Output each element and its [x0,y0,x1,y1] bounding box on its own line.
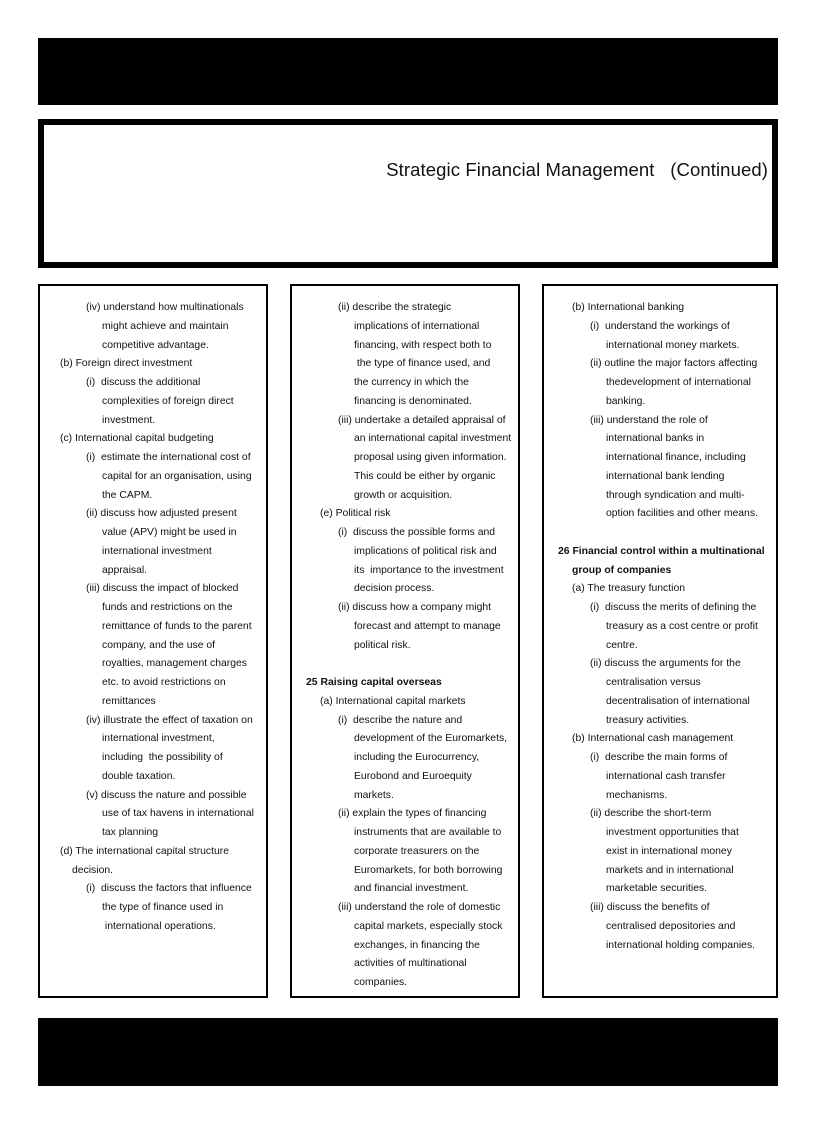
syllabus-line: forecast and attempt to manage [354,621,501,632]
syllabus-line: centralised depositories and [606,921,736,932]
syllabus-line: (iv) illustrate the effect of taxation on [86,715,253,726]
syllabus-line: competitive advantage. [102,340,209,351]
syllabus-line: international investment, [102,733,215,744]
syllabus-line: might achieve and maintain [102,321,229,332]
syllabus-line: decision. [72,865,114,876]
syllabus-line: instruments that are available to [354,827,502,838]
syllabus-line: double taxation. [102,771,176,782]
syllabus-line: the type of finance used, and [354,358,491,369]
syllabus-line: mechanisms. [606,790,668,801]
syllabus-line: (iv) understand how multinationals [86,302,244,313]
syllabus-line: international finance, including [606,452,746,463]
syllabus-line: (ii) outline the major factors affecting [590,358,758,369]
syllabus-line: group of companies [572,565,672,576]
syllabus-line: development of the Euromarkets, [354,733,508,744]
syllabus-line: implications of international [354,321,480,332]
title-box [38,119,778,268]
syllabus-line: its importance to the investment [354,565,504,576]
syllabus-line: international banks in [606,433,705,444]
syllabus-line: the CAPM. [102,490,153,501]
syllabus-line: use of tax havens in international [102,808,254,819]
syllabus-line: value (APV) might be used in [102,527,237,538]
syllabus-line: royalties, management charges [102,658,247,669]
syllabus-line: exchanges, in financing the [354,940,480,951]
syllabus-line: etc. to avoid restrictions on [102,677,226,688]
syllabus-line: centre. [606,640,638,651]
syllabus-line: international investment [102,546,212,557]
syllabus-line: remittances [102,696,156,707]
syllabus-line: (i) discuss the possible forms and [338,527,496,538]
syllabus-line: (v) discuss the nature and possible [86,790,247,801]
syllabus-line: funds and restrictions on the [102,602,233,613]
syllabus-line: (ii) describe the strategic [338,302,452,313]
syllabus-line: company, and the use of [102,640,216,651]
syllabus-line: exist in international money [606,846,732,857]
syllabus-line: international cash transfer [606,771,726,782]
syllabus-line: (b) International banking [572,302,685,313]
syllabus-line: appraisal. [102,565,148,576]
syllabus-line: decentralisation of international [606,696,750,707]
syllabus-line: (i) describe the main forms of [590,752,728,763]
syllabus-line: (d) The international capital structure [60,846,230,857]
syllabus-line: including the Eurocurrency, [354,752,480,763]
syllabus-line: international bank lending [606,471,725,482]
syllabus-line: (i) understand the workings of [590,321,730,332]
syllabus-line: (ii) discuss the arguments for the [590,658,741,669]
syllabus-line: (ii) discuss how a company might [338,602,492,613]
syllabus-line: decision process. [354,583,435,594]
syllabus-line: (c) International capital budgeting [60,433,214,444]
syllabus-line: treasury as a cost centre or profit [606,621,758,632]
syllabus-line: 25 Raising capital overseas [306,677,442,688]
column-left [38,284,268,998]
syllabus-line: Eurobond and Euroequity [354,771,472,782]
syllabus-line: activities of multinational [354,958,467,969]
syllabus-line: remittance of funds to the parent [102,621,252,632]
syllabus-line: international operations. [102,921,216,932]
syllabus-line: financing, with respect both to [354,340,492,351]
syllabus-line: companies. [354,977,408,988]
syllabus-line: (b) Foreign direct investment [60,358,193,369]
syllabus-line: implications of political risk and [354,546,497,557]
syllabus-line: including the possibility of [102,752,223,763]
syllabus-line: and financial investment. [354,883,469,894]
syllabus-line: (i) discuss the merits of defining the [590,602,757,613]
syllabus-line: (iii) understand the role of [590,415,708,426]
page-title: Strategic Financial Management (Continued) [386,159,768,180]
syllabus-line: complexities of foreign direct [102,396,234,407]
syllabus-line: proposal using given information. [354,452,507,463]
syllabus-line: (ii) explain the types of financing [338,808,487,819]
syllabus-line: corporate treasurers on the [354,846,480,857]
syllabus-line: capital markets, especially stock [354,921,503,932]
syllabus-line: thedevelopment of international [606,377,751,388]
syllabus-line: investment opportunities that [606,827,739,838]
syllabus-line: option facilities and other means. [606,508,758,519]
syllabus-line: international holding companies. [606,940,756,951]
syllabus-line: investment. [102,415,156,426]
syllabus-line: marketable securities. [606,883,708,894]
syllabus-line: capital for an organisation, using [102,471,252,482]
syllabus-line: (iii) undertake a detailed appraisal of [338,415,506,426]
syllabus-line: Euromarkets, for both borrowing [354,865,503,876]
syllabus-line: (i) discuss the additional [86,377,201,388]
syllabus-line: the currency in which the [354,377,469,388]
syllabus-line: treasury activities. [606,715,690,726]
syllabus-line: tax planning [102,827,159,838]
header-black-bar [38,38,778,105]
column-middle [290,284,520,998]
syllabus-line: (a) The treasury function [572,583,686,594]
syllabus-line: (i) estimate the international cost of [86,452,251,463]
syllabus-line: (ii) describe the short-term [590,808,712,819]
syllabus-line: international money markets. [606,340,740,351]
syllabus-line: (b) International cash management [572,733,734,744]
syllabus-line: (i) describe the nature and [338,715,463,726]
syllabus-line: (e) Political risk [320,508,391,519]
syllabus-line: (ii) discuss how adjusted present [86,508,237,519]
syllabus-line: growth or acquisition. [354,490,453,501]
syllabus-line: (iii) understand the role of domestic [338,902,501,913]
syllabus-line: 26 Financial control within a multinational [558,546,765,557]
syllabus-line: (a) International capital markets [320,696,466,707]
syllabus-line: financing is denominated. [354,396,472,407]
syllabus-line: (iii) discuss the impact of blocked [86,583,239,594]
syllabus-line: banking. [606,396,646,407]
syllabus-line: through syndication and multi- [606,490,745,501]
syllabus-line: This could be either by organic [354,471,496,482]
footer-black-bar [38,1018,778,1086]
syllabus-line: markets. [354,790,394,801]
syllabus-line: an international capital investment [354,433,512,444]
syllabus-line: centralisation versus [606,677,701,688]
column-right [542,284,778,998]
syllabus-line: political risk. [354,640,411,651]
syllabus-line: (i) discuss the factors that influence [86,883,252,894]
syllabus-line: (iii) discuss the benefits of [590,902,710,913]
syllabus-line: the type of finance used in [102,902,224,913]
syllabus-line: markets and in international [606,865,734,876]
